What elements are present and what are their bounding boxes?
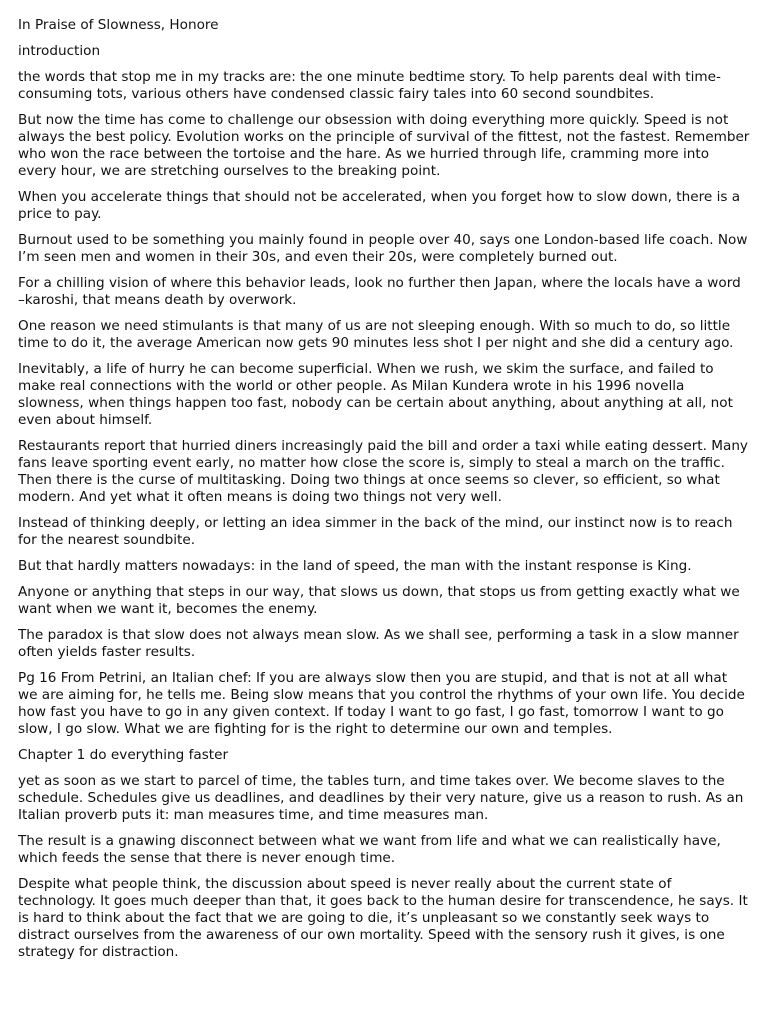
paragraph: One reason we need stimulants is that many of us are not sleeping enough. With so much to do, so little time to do it, the average American now gets 90 minutes less shot I per night and she did a century ago. bbox=[18, 318, 734, 351]
paragraph: The result is a gnawing disconnect between what we want from life and what we can realistically have, which feeds the sense that there is never enough time. bbox=[18, 833, 721, 866]
paragraph: Instead of thinking deeply, or letting an idea simmer in the back of the mind, our instinct now is to reach for the nearest soundbite. bbox=[18, 515, 733, 548]
paragraph: But that hardly matters nowadays: in the land of speed, the man with the instant response is King. bbox=[18, 558, 692, 574]
paragraph: For a chilling vision of where this behavior leads, look no further then Japan, where the locals have a word –karoshi, that means death by overwork. bbox=[18, 275, 741, 308]
paragraph: Restaurants report that hurried diners increasingly paid the bill and order a taxi while eating dessert. Many fans leave sporting event early, no matter how close the score is, simply to steal a march on the traffic. Then there is the curse of multitasking. Doing two things at once seems so clever, so efficient, so what modern. And yet what it often means is doing two things not very well. bbox=[18, 438, 748, 505]
paragraph: Anyone or anything that steps in our way, that slows us down, that stops us from getting exactly what we want when we want it, becomes the enemy. bbox=[18, 584, 740, 617]
section-heading-introduction: introduction bbox=[18, 43, 101, 59]
section-heading-chapter-1: Chapter 1 do everything faster bbox=[18, 747, 229, 763]
paragraph: When you accelerate things that should not be accelerated, when you forget how to slow down, there is a price to pay. bbox=[18, 189, 741, 222]
paragraph: yet as soon as we start to parcel of time, the tables turn, and time takes over. We become slaves to the schedule. Schedules give us deadlines, and deadlines by their very nature, give us a reason to rush. As an Italian proverb puts it: man measures time, and time measures man. bbox=[18, 773, 744, 823]
paragraph: The paradox is that slow does not always mean slow. As we shall see, performing a task in a slow manner often yields faster results. bbox=[18, 627, 739, 660]
paragraph: But now the time has come to challenge our obsession with doing everything more quickly. Speed is not always the best policy. Evolution works on the principle of survival of the fittest, not the fastest. Remember who won the race between the tortoise and the hare. As we hurried through life, cramming more into every hour, we are stretching ourselves to the breaking point. bbox=[18, 112, 750, 179]
paragraph: Inevitably, a life of hurry he can become superficial. When we rush, we skim the surface, and failed to make real connections with the world or other people. As Milan Kundera wrote in his 1996 novella slowness, when things happen too fast, nobody can be certain about anything, about anything at all, not even about himself. bbox=[18, 361, 733, 428]
paragraph: Pg 16 From Petrini, an Italian chef: If you are always slow then you are stupid, and that is not at all what we are aiming for, he tells me. Being slow means that you control the rhythms of your own life. You decide how fast you have to go in any given context. If today I want to go fast, I go fast, tomorrow I want to go slow, I go slow. What we are fighting for is the right to determine our own and temples. bbox=[18, 670, 745, 737]
paragraph: the words that stop me in my tracks are: the one minute bedtime story. To help parents deal with time-consuming tots, various others have condensed classic fairy tales into 60 second soundbites. bbox=[18, 69, 721, 102]
document-title: In Praise of Slowness, Honore bbox=[18, 17, 219, 33]
paragraph: Despite what people think, the discussion about speed is never really about the current state of technology. It goes much deeper than that, it goes back to the human desire for transcendence, he says. It is hard to think about the fact that we are going to die, it’s unpleasant so we constantly seek ways to distract ourselves from the awareness of our own mortality. Speed with the sensory rush it gives, is one strategy for distraction. bbox=[18, 876, 748, 960]
paragraph: Burnout used to be something you mainly found in people over 40, says one London-based life coach. Now I’m seen men and women in their 30s, and even their 20s, were completely burned out. bbox=[18, 232, 748, 265]
